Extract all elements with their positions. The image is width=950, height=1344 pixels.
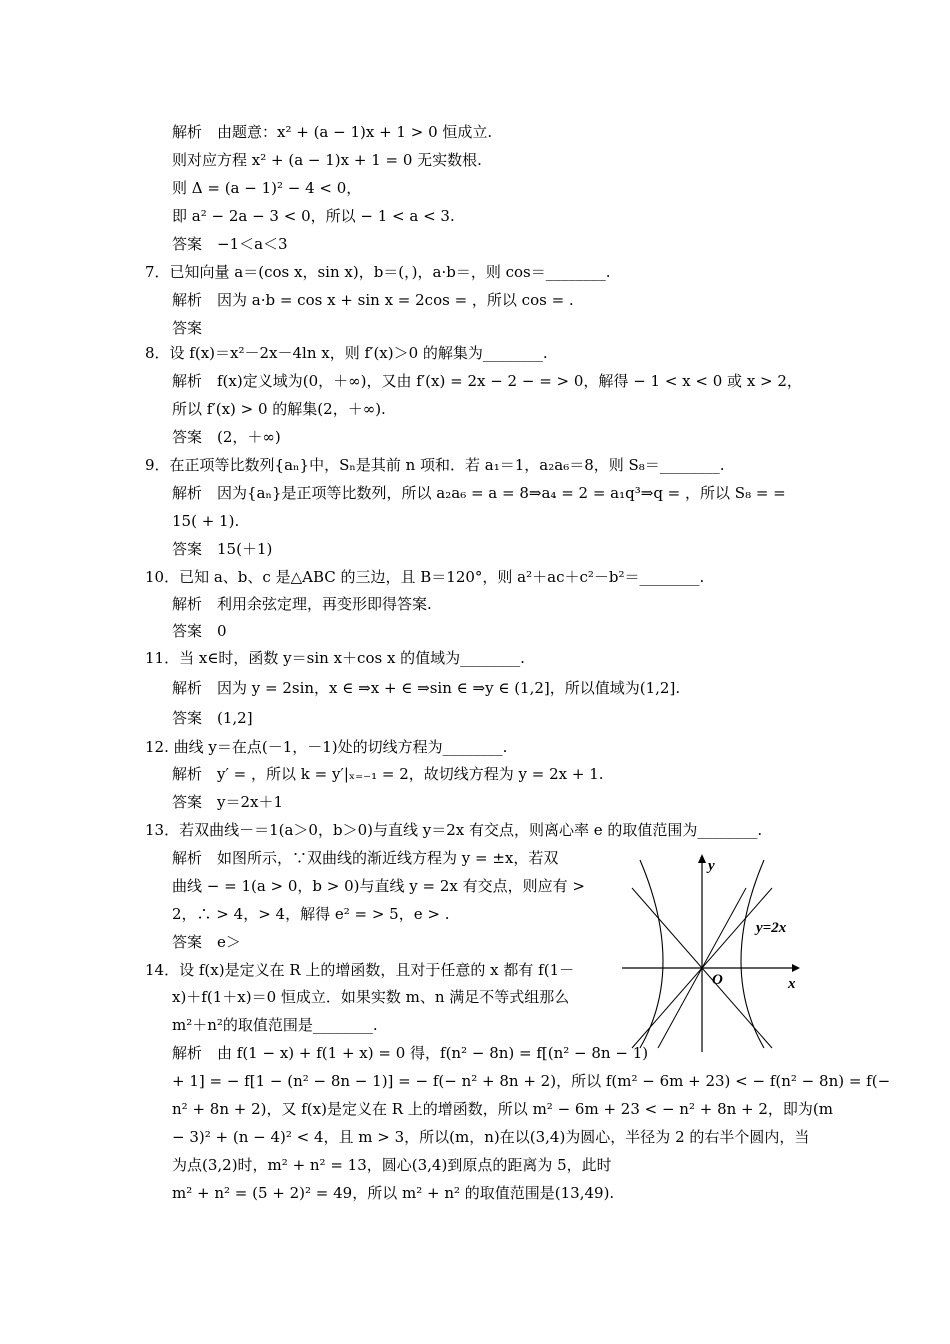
- line-y-2x-label: y=2x: [756, 920, 787, 936]
- y-axis-label: y: [708, 858, 715, 874]
- text-line: 解析 f(x)定义域为(0，＋∞)，又由 f′(x) = 2x − 2 − = > 0，解得 − 1 < x < 0 或 x > 2，: [172, 372, 802, 390]
- problem-7: 7．已知向量 a＝(cos x，sin x)，b＝(，)，a·b＝，则 cos＝________.: [145, 263, 611, 281]
- text-line: 所以 f′(x) > 0 的解集(2，＋∞).: [172, 400, 386, 418]
- text-line: 即 a² − 2a − 3 < 0，所以 − 1 < a < 3.: [172, 207, 455, 225]
- problem-10: 10．已知 a、b、c 是△ABC 的三边，且 B＝120°，则 a²＋ac＋c²－b²＝________.: [145, 568, 705, 586]
- problem-9: 9．在正项等比数列{aₙ}中，Sₙ是其前 n 项和．若 a₁＝1，a₂a₆＝8，则 S₈＝________.: [145, 456, 725, 474]
- text-line: x)＋f(1＋x)＝0 恒成立．如果实数 m、n 满足不等式组那么: [172, 988, 570, 1006]
- answer-line: 答案 (2，＋∞): [172, 428, 281, 446]
- text-line: 解析 由题意：x² + (a − 1)x + 1 > 0 恒成立.: [172, 123, 493, 141]
- x-axis-label: x: [788, 976, 796, 992]
- answer-line: 答案 15(＋1): [172, 540, 273, 558]
- text-line: 2，∴ > 4，> 4，解得 e² = > 5，e > .: [172, 905, 450, 923]
- problem-12: 12. 曲线 y＝在点(－1，－1)处的切线方程为________.: [145, 738, 508, 756]
- text-line: 解析 因为 y = 2sin，x ∈ ⇒x + ∈ ⇒sin ∈ ⇒y ∈ (1,2]，所以值域为(1,2].: [172, 679, 681, 697]
- answer-line: 答案 y＝2x＋1: [172, 793, 284, 811]
- problem-8: 8．设 f(x)＝x²－2x－4ln x，则 f′(x)＞0 的解集为________.: [145, 344, 548, 362]
- text-line: + 1] = − f[1 − (n² − 8n − 1)] = − f(− n² + 8n + 2)，所以 f(m² − 6m + 23) < − f(n² − 8n) = f(−: [172, 1072, 891, 1090]
- text-line: m²＋n²的取值范围是________.: [172, 1016, 378, 1034]
- hyperbola-figure: [622, 852, 802, 1052]
- text-line: 解析 如图所示，∵双曲线的渐近线方程为 y = ±x，若双: [172, 849, 559, 867]
- text-line: 则 Δ = (a − 1)² − 4 < 0，: [172, 179, 362, 197]
- problem-13: 13．若双曲线－＝1(a＞0，b＞0)与直线 y＝2x 有交点，则离心率 e 的取值范围为________.: [145, 821, 763, 839]
- answer-line: 答案 (1,2]: [172, 709, 253, 727]
- x-axis-arrow: [792, 964, 800, 972]
- text-line: 解析 因为{aₙ}是正项等比数列，所以 a₂a₆ = a = 8⇒a₄ = 2 = a₁q³⇒q = ，所以 S₈ = =: [172, 484, 786, 502]
- text-line: − 3)² + (n − 4)² < 4，且 m > 3，所以(m，n)在以(3,4)为圆心，半径为 2 的右半个圆内，当: [172, 1128, 810, 1146]
- text-line: 解析 y′ = ，所以 k = y′|ₓ₌₋₁ = 2，故切线方程为 y = 2x + 1.: [172, 765, 604, 783]
- origin-label: O: [712, 972, 723, 988]
- text-line: n² + 8n + 2)，又 f(x)是定义在 R 上的增函数，所以 m² − 6m + 23 < − n² + 8n + 2，即为(m: [172, 1100, 834, 1118]
- text-line: m² + n² = (5 + 2)² = 49，所以 m² + n² 的取值范围是(13,49).: [172, 1184, 615, 1202]
- text-line: 为点(3,2)时，m² + n² = 13，圆心(3,4)到原点的距离为 5，此时: [172, 1156, 612, 1174]
- answer-line: 答案 0: [172, 622, 227, 640]
- text-line: 15( + 1).: [172, 512, 240, 530]
- text-line: 则对应方程 x² + (a − 1)x + 1 = 0 无实数根.: [172, 151, 482, 169]
- answer-line: 答案 −1＜a＜3: [172, 235, 288, 253]
- hyperbola-left-branch: [640, 860, 663, 1048]
- text-line: 解析 利用余弦定理，再变形即得答案.: [172, 595, 432, 613]
- text-line: 曲线 − = 1(a > 0，b > 0)与直线 y = 2x 有交点，则应有 >: [172, 877, 585, 895]
- answer-line: 答案 e＞: [172, 933, 241, 951]
- text-line: 解析 由 f(1 − x) + f(1 + x) = 0 得，f(n² − 8n) = f[(n² − 8n − 1): [172, 1044, 649, 1062]
- problem-14: 14．设 f(x)是定义在 R 上的增函数，且对于任意的 x 都有 f(1－: [145, 961, 575, 979]
- y-axis-arrow: [698, 854, 706, 863]
- text-line: 解析 因为 a·b = cos x + sin x = 2cos = ，所以 cos = .: [172, 291, 574, 309]
- hyperbola-right-branch: [741, 860, 764, 1048]
- problem-11: 11．当 x∈时，函数 y＝sin x＋cos x 的值域为________.: [145, 649, 525, 667]
- answer-line: 答案: [172, 319, 203, 337]
